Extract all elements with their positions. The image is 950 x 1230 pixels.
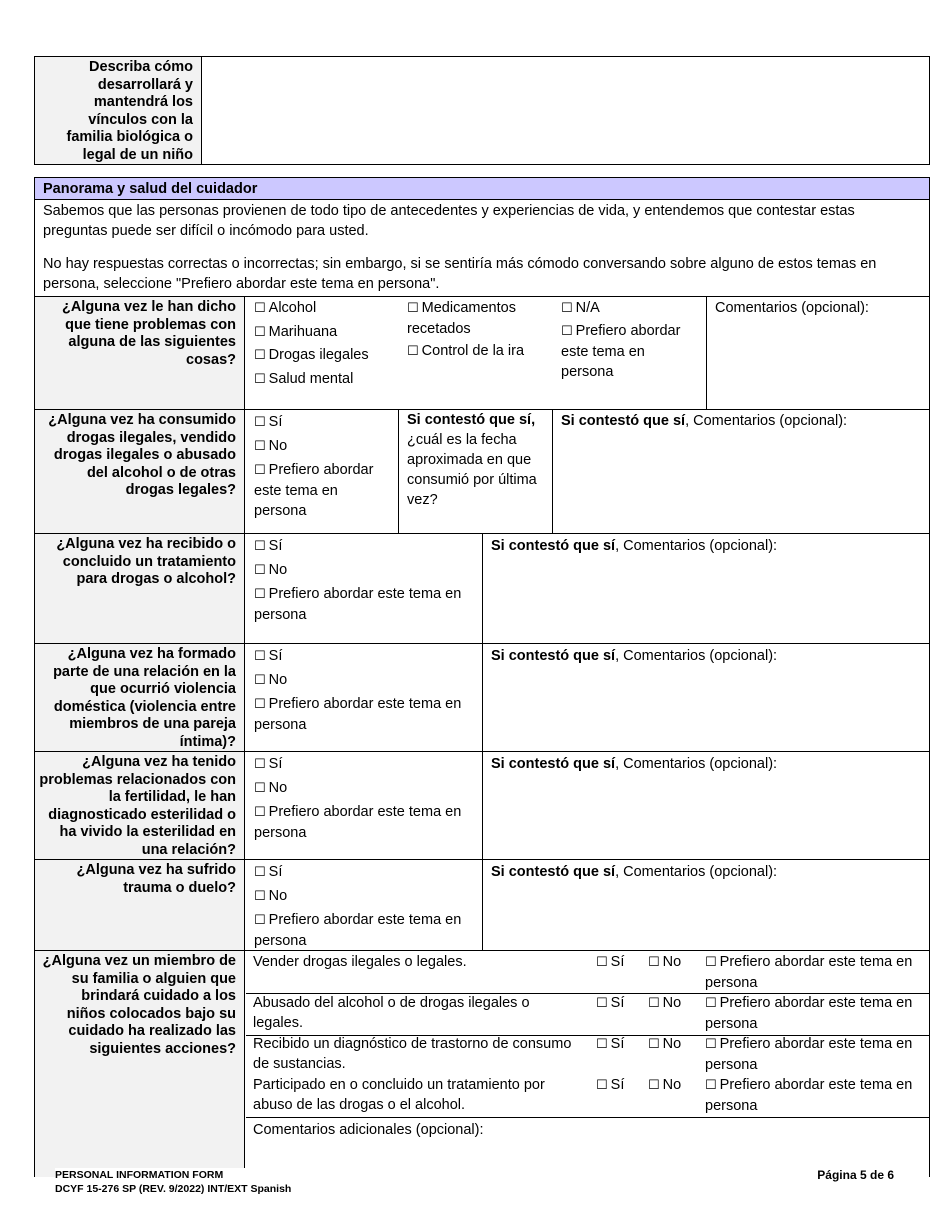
q6-option[interactable]: ☐ Sí: [254, 864, 283, 880]
checkbox-icon[interactable]: ☐: [648, 996, 660, 1011]
checkbox-icon[interactable]: ☐: [254, 415, 266, 430]
prefer-option[interactable]: ☐ Prefiero abordar este tema en persona: [705, 1077, 913, 1114]
checkbox-icon[interactable]: ☐: [254, 539, 266, 554]
q3-option[interactable]: ☐ Sí: [254, 538, 283, 554]
q1-option[interactable]: ☐ Medicamentos recetados: [407, 300, 516, 337]
checkbox-icon[interactable]: ☐: [254, 780, 266, 796]
yes-option[interactable]: ☐ Sí: [596, 1036, 625, 1052]
q1-option[interactable]: ☐ Drogas ilegales: [254, 347, 369, 363]
q3-comments-label: Si contestó que sí, Comentarios (opcional):: [491, 538, 778, 554]
q1-options-col3: [553, 295, 705, 384]
q1-options-col1: [246, 295, 398, 393]
family-row: [246, 1075, 929, 1117]
checkbox-icon[interactable]: ☐: [254, 324, 266, 340]
q1-option[interactable]: ☐ Salud mental: [254, 370, 354, 387]
q3-options: [246, 533, 482, 627]
bio-family-input[interactable]: [203, 57, 929, 164]
prefer-option[interactable]: ☐ Prefiero abordar este tema en persona: [705, 995, 913, 1032]
no-option[interactable]: ☐ No: [648, 954, 682, 970]
q4-label: ¿Alguna vez ha formado parte de una relación en la que ocurrió violencia doméstica (violencia entre miembros de una pareja íntima)?: [35, 644, 245, 751]
checkbox-icon[interactable]: ☐: [254, 348, 266, 363]
q1-label: ¿Alguna vez le han dicho que tiene problemas con alguna de las siguientes cosas?: [35, 296, 245, 409]
checkbox-icon[interactable]: ☐: [596, 1078, 608, 1093]
q6-option[interactable]: ☐ No: [254, 887, 288, 904]
q6-comments-label: Si contestó que sí, Comentarios (opcional):: [491, 864, 778, 880]
q1-option[interactable]: ☐ Control de la ira: [407, 343, 525, 359]
q5-option[interactable]: ☐ No: [254, 779, 288, 796]
q2-option[interactable]: ☐ No: [254, 437, 288, 454]
q2-label: ¿Alguna vez ha consumido drogas ilegales, vendido drogas ilegales o abusado del alcohol o de otras drogas legales?: [35, 410, 245, 533]
q3-label: ¿Alguna vez ha recibido o concluido un tratamiento para drogas o alcohol?: [35, 534, 245, 643]
checkbox-icon[interactable]: ☐: [705, 1037, 717, 1052]
q6-options: [246, 859, 482, 953]
q2-last-use-date[interactable]: Si contestó que sí, ¿cuál es la fecha aproximada en que consumió por última vez?: [407, 412, 537, 508]
no-option[interactable]: ☐ No: [648, 1036, 682, 1052]
intro-text-2: No hay respuestas correctas o incorrectas; sin embargo, si se sentiría más cómodo conversando sobre alguno de estos temas en persona, seleccione "Prefiero abordar este tema en persona".: [43, 256, 877, 292]
q2-option[interactable]: ☐ Sí: [254, 414, 283, 430]
q5-comments-label: Si contestó que sí, Comentarios (opcional):: [491, 756, 778, 772]
additional-comments-label: Comentarios adicionales (opcional):: [253, 1122, 484, 1138]
checkbox-icon[interactable]: ☐: [596, 1037, 608, 1052]
checkbox-icon[interactable]: ☐: [648, 955, 660, 970]
q2-option[interactable]: ☐ Prefiero abordar este tema en persona: [254, 462, 374, 519]
q5-option[interactable]: ☐ Sí: [254, 756, 283, 772]
form-name: PERSONAL INFORMATION FORM: [55, 1169, 224, 1181]
q5-option[interactable]: ☐ Prefiero abordar este tema en persona: [254, 804, 462, 841]
family-label: ¿Alguna vez un miembro de su familia o alguien que brindará cuidado a los niños colocados bajo su cuidado ha realizado las siguientes acciones?: [35, 951, 245, 1177]
family-row: [246, 1035, 929, 1075]
section-title: Panorama y salud del cuidador: [35, 178, 929, 200]
checkbox-icon[interactable]: ☐: [648, 1078, 660, 1093]
checkbox-icon[interactable]: ☐: [705, 955, 717, 970]
checkbox-icon[interactable]: ☐: [254, 587, 266, 602]
intro-text-1: Sabemos que las personas provienen de todo tipo de antecedentes y experiencias de vida, y entendemos que contestar estas preguntas puede ser difícil o incómodo para usted.: [43, 203, 855, 239]
q5-options: [246, 751, 482, 845]
checkbox-icon[interactable]: ☐: [254, 865, 266, 880]
checkbox-icon[interactable]: ☐: [561, 324, 573, 339]
q4-options: [246, 643, 482, 737]
q3-option[interactable]: ☐ No: [254, 561, 288, 578]
checkbox-icon[interactable]: ☐: [407, 344, 419, 359]
bio-family-label: Describa cómo desarrollará y mantendrá los vínculos con la familia biológica o legal de un niño: [35, 57, 202, 164]
checkbox-icon[interactable]: ☐: [254, 649, 266, 664]
checkbox-icon[interactable]: ☐: [705, 1078, 717, 1093]
checkbox-icon[interactable]: ☐: [596, 955, 608, 970]
q4-option[interactable]: ☐ No: [254, 671, 288, 688]
yes-option[interactable]: ☐ Sí: [596, 995, 625, 1011]
q1-options-col2: [399, 295, 551, 364]
family-row-text: Participado en o concluido un tratamiento por abuso de las drogas o el alcohol.: [253, 1077, 545, 1113]
form-code: DCYF 15-276 SP (REV. 9/2022) INT/EXT Spanish: [55, 1183, 292, 1195]
q2-options: [246, 409, 398, 523]
q2-comments-label: Si contestó que sí, Comentarios (opcional):: [561, 413, 848, 429]
checkbox-icon[interactable]: ☐: [254, 672, 266, 688]
family-row: [246, 951, 929, 993]
no-option[interactable]: ☐ No: [648, 1077, 682, 1093]
checkbox-icon[interactable]: ☐: [705, 996, 717, 1011]
checkbox-icon[interactable]: ☐: [254, 438, 266, 454]
q6-label: ¿Alguna vez ha sufrido trauma o duelo?: [35, 860, 245, 950]
q6-option[interactable]: ☐ Prefiero abordar este tema en persona: [254, 912, 462, 949]
family-row-text: Vender drogas ilegales o legales.: [253, 954, 467, 970]
checkbox-icon[interactable]: ☐: [254, 301, 266, 316]
q4-option[interactable]: ☐ Prefiero abordar este tema en persona: [254, 696, 462, 733]
yes-option[interactable]: ☐ Sí: [596, 954, 625, 970]
checkbox-icon[interactable]: ☐: [254, 697, 266, 712]
q1-option[interactable]: ☐ Marihuana: [254, 323, 338, 340]
q4-option[interactable]: ☐ Sí: [254, 648, 283, 664]
checkbox-icon[interactable]: ☐: [254, 888, 266, 904]
checkbox-icon[interactable]: ☐: [254, 371, 266, 387]
checkbox-icon[interactable]: ☐: [254, 757, 266, 772]
no-option[interactable]: ☐ No: [648, 995, 682, 1011]
checkbox-icon[interactable]: ☐: [648, 1037, 660, 1052]
q1-comments-label: Comentarios (opcional):: [715, 300, 869, 316]
q1-option[interactable]: ☐ Alcohol: [254, 300, 317, 316]
q3-option[interactable]: ☐ Prefiero abordar este tema en persona: [254, 586, 462, 623]
q1-option[interactable]: ☐ Prefiero abordar este tema en persona: [561, 323, 681, 380]
page-number: Página 5 de 6: [817, 1168, 894, 1182]
checkbox-icon[interactable]: ☐: [254, 463, 266, 478]
additional-comments-input[interactable]: [246, 1140, 929, 1162]
prefer-option[interactable]: ☐ Prefiero abordar este tema en persona: [705, 954, 913, 991]
form-footer: [55, 1168, 555, 1196]
checkbox-icon[interactable]: ☐: [254, 805, 266, 820]
q5-label: ¿Alguna vez ha tenido problemas relacionados con la fertilidad, le han diagnosticado esterilidad o ha vivido la esterilidad en una relación?: [35, 752, 245, 859]
checkbox-icon[interactable]: ☐: [596, 996, 608, 1011]
checkbox-icon[interactable]: ☐: [254, 562, 266, 578]
checkbox-icon[interactable]: ☐: [407, 301, 419, 316]
checkbox-icon[interactable]: ☐: [254, 913, 266, 928]
q4-comments-label: Si contestó que sí, Comentarios (opcional):: [491, 648, 778, 664]
yes-option[interactable]: ☐ Sí: [596, 1077, 625, 1093]
prefer-option[interactable]: ☐ Prefiero abordar este tema en persona: [705, 1036, 913, 1073]
family-row: [246, 993, 929, 1035]
family-row-text: Recibido un diagnóstico de trastorno de consumo de sustancias.: [253, 1036, 572, 1072]
family-row-text: Abusado del alcohol o de drogas ilegales o legales.: [253, 995, 530, 1031]
checkbox-icon[interactable]: ☐: [561, 301, 573, 316]
q1-option[interactable]: ☐ N/A: [561, 300, 600, 316]
